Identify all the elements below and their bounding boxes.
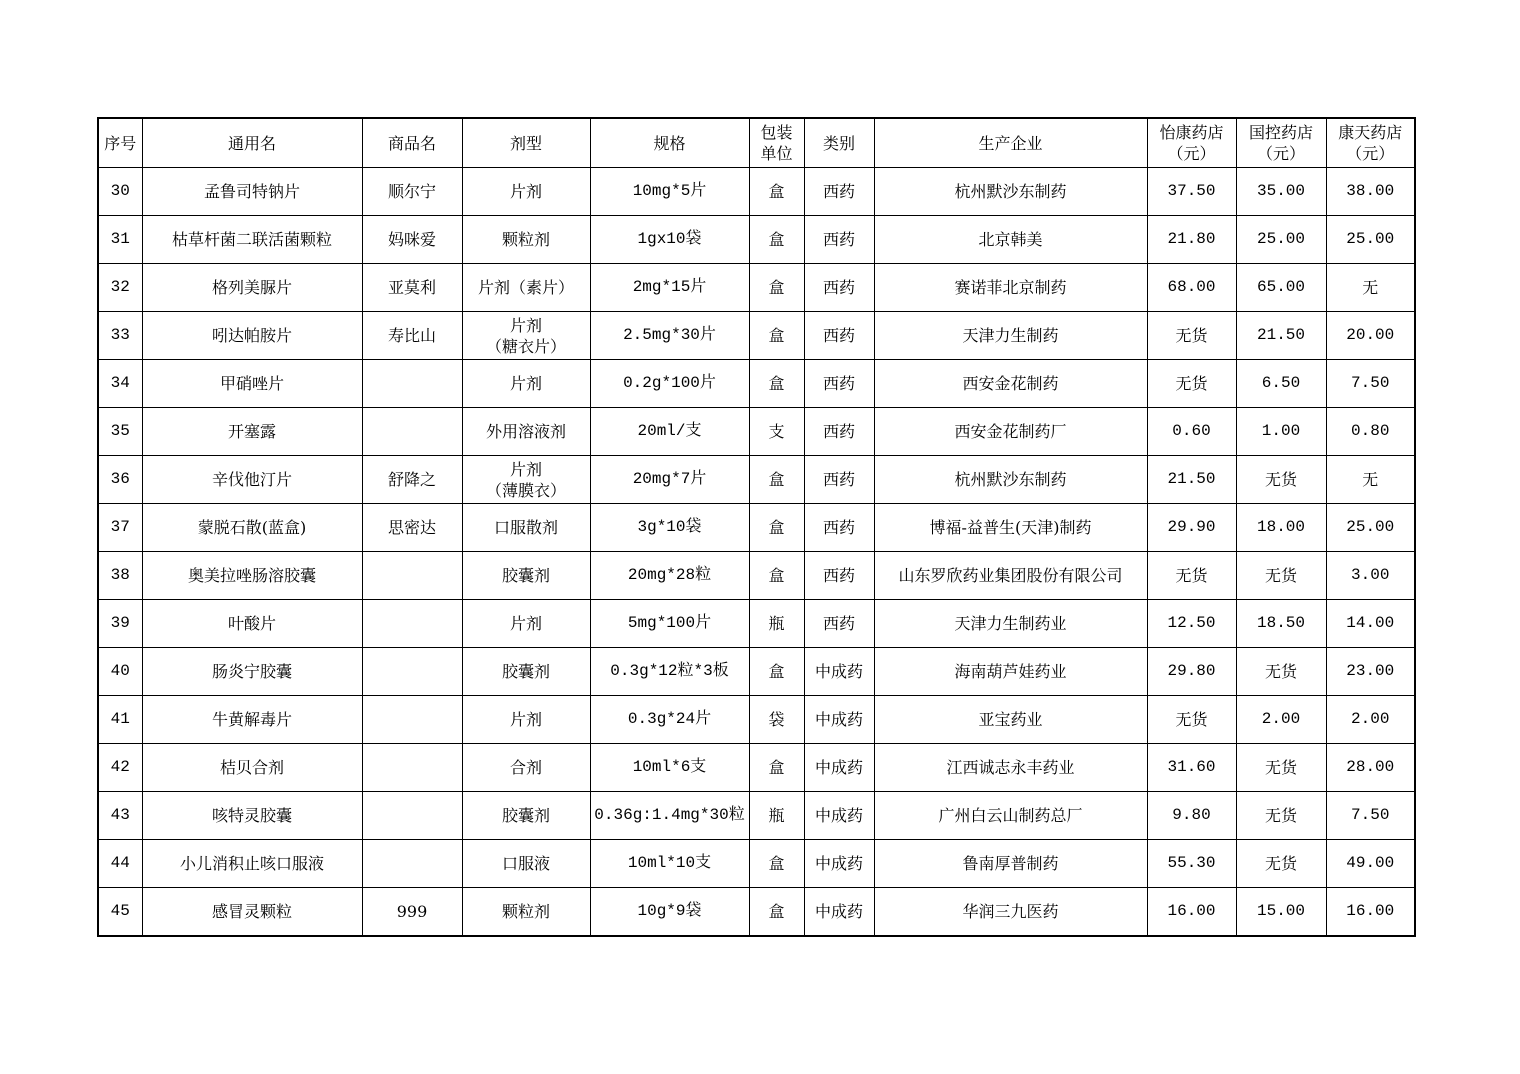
cell-price-kangtian: 14.00 xyxy=(1326,600,1415,648)
header-store-yikang: 怡康药店 （元） xyxy=(1147,118,1236,168)
cell-price-guokong: 无货 xyxy=(1236,648,1326,696)
cell-specification: 10ml*10支 xyxy=(590,840,749,888)
cell-seq: 44 xyxy=(98,840,142,888)
cell-generic-name: 桔贝合剂 xyxy=(142,744,362,792)
cell-brand-name: 妈咪爱 xyxy=(362,216,462,264)
cell-brand-name xyxy=(362,792,462,840)
cell-price-yikang: 68.00 xyxy=(1147,264,1236,312)
cell-category: 西药 xyxy=(804,408,874,456)
cell-manufacturer: 天津力生制药 xyxy=(874,312,1147,360)
cell-package-unit: 盒 xyxy=(749,216,804,264)
cell-package-unit: 盒 xyxy=(749,168,804,216)
table-row xyxy=(98,744,1415,792)
cell-category: 西药 xyxy=(804,264,874,312)
header-store-kangtian: 康天药店 （元） xyxy=(1326,118,1415,168)
cell-brand-name: 顺尔宁 xyxy=(362,168,462,216)
cell-package-unit: 盒 xyxy=(749,312,804,360)
cell-price-guokong: 18.50 xyxy=(1236,600,1326,648)
table-row xyxy=(98,264,1415,312)
cell-dosage-form: 口服液 xyxy=(462,840,590,888)
cell-category: 中成药 xyxy=(804,648,874,696)
cell-seq: 38 xyxy=(98,552,142,600)
cell-price-guokong: 无货 xyxy=(1236,840,1326,888)
table-row xyxy=(98,888,1415,937)
cell-generic-name: 枯草杆菌二联活菌颗粒 xyxy=(142,216,362,264)
table-row xyxy=(98,696,1415,744)
cell-price-yikang: 21.50 xyxy=(1147,456,1236,504)
cell-generic-name: 咳特灵胶囊 xyxy=(142,792,362,840)
cell-manufacturer: 杭州默沙东制药 xyxy=(874,456,1147,504)
cell-dosage-form: 胶囊剂 xyxy=(462,552,590,600)
cell-specification: 5mg*100片 xyxy=(590,600,749,648)
cell-price-yikang: 31.60 xyxy=(1147,744,1236,792)
cell-specification: 0.3g*24片 xyxy=(590,696,749,744)
cell-price-yikang: 29.90 xyxy=(1147,504,1236,552)
cell-category: 西药 xyxy=(804,312,874,360)
cell-generic-name: 牛黄解毒片 xyxy=(142,696,362,744)
cell-package-unit: 盒 xyxy=(749,648,804,696)
cell-price-yikang: 无货 xyxy=(1147,360,1236,408)
cell-specification: 10mg*5片 xyxy=(590,168,749,216)
cell-specification: 10g*9袋 xyxy=(590,888,749,937)
cell-brand-name xyxy=(362,552,462,600)
cell-price-kangtian: 无 xyxy=(1326,264,1415,312)
table-row xyxy=(98,360,1415,408)
header-category: 类别 xyxy=(804,118,874,168)
cell-manufacturer: 西安金花制药厂 xyxy=(874,408,1147,456)
cell-price-yikang: 55.30 xyxy=(1147,840,1236,888)
cell-price-kangtian: 16.00 xyxy=(1326,888,1415,937)
header-generic-name: 通用名 xyxy=(142,118,362,168)
cell-package-unit: 盒 xyxy=(749,552,804,600)
cell-dosage-form: 片剂 xyxy=(462,696,590,744)
cell-dosage-form: 颗粒剂 xyxy=(462,888,590,937)
cell-price-kangtian: 7.50 xyxy=(1326,360,1415,408)
cell-seq: 34 xyxy=(98,360,142,408)
cell-category: 中成药 xyxy=(804,888,874,937)
cell-manufacturer: 鲁南厚普制药 xyxy=(874,840,1147,888)
cell-category: 西药 xyxy=(804,504,874,552)
cell-price-guokong: 2.00 xyxy=(1236,696,1326,744)
cell-generic-name: 叶酸片 xyxy=(142,600,362,648)
cell-brand-name xyxy=(362,360,462,408)
table-row xyxy=(98,840,1415,888)
cell-price-yikang: 9.80 xyxy=(1147,792,1236,840)
cell-manufacturer: 华润三九医药 xyxy=(874,888,1147,937)
cell-brand-name: 999 xyxy=(362,888,462,937)
cell-price-kangtian: 38.00 xyxy=(1326,168,1415,216)
cell-category: 中成药 xyxy=(804,696,874,744)
cell-package-unit: 瓶 xyxy=(749,792,804,840)
table-body xyxy=(98,168,1415,937)
cell-specification: 0.36g:1.4mg*30粒 xyxy=(590,792,749,840)
header-row xyxy=(98,118,1415,168)
table-row xyxy=(98,648,1415,696)
cell-manufacturer: 广州白云山制药总厂 xyxy=(874,792,1147,840)
cell-specification: 2mg*15片 xyxy=(590,264,749,312)
cell-package-unit: 盒 xyxy=(749,456,804,504)
cell-brand-name: 亚莫利 xyxy=(362,264,462,312)
cell-price-yikang: 21.80 xyxy=(1147,216,1236,264)
cell-package-unit: 盒 xyxy=(749,744,804,792)
cell-generic-name: 甲硝唑片 xyxy=(142,360,362,408)
cell-category: 中成药 xyxy=(804,792,874,840)
cell-price-kangtian: 2.00 xyxy=(1326,696,1415,744)
cell-category: 中成药 xyxy=(804,744,874,792)
price-table-sheet xyxy=(97,117,1416,937)
cell-generic-name: 吲达帕胺片 xyxy=(142,312,362,360)
cell-package-unit: 盒 xyxy=(749,504,804,552)
cell-price-guokong: 21.50 xyxy=(1236,312,1326,360)
cell-price-guokong: 6.50 xyxy=(1236,360,1326,408)
cell-price-yikang: 无货 xyxy=(1147,312,1236,360)
cell-package-unit: 盒 xyxy=(749,888,804,937)
cell-specification: 20mg*28粒 xyxy=(590,552,749,600)
table-row xyxy=(98,168,1415,216)
cell-price-guokong: 65.00 xyxy=(1236,264,1326,312)
cell-generic-name: 格列美脲片 xyxy=(142,264,362,312)
header-manufacturer: 生产企业 xyxy=(874,118,1147,168)
header-package-unit: 包装 单位 xyxy=(749,118,804,168)
cell-manufacturer: 西安金花制药 xyxy=(874,360,1147,408)
cell-specification: 2.5mg*30片 xyxy=(590,312,749,360)
cell-generic-name: 蒙脱石散(蓝盒) xyxy=(142,504,362,552)
table-row xyxy=(98,600,1415,648)
cell-price-yikang: 37.50 xyxy=(1147,168,1236,216)
cell-seq: 39 xyxy=(98,600,142,648)
cell-price-kangtian: 25.00 xyxy=(1326,216,1415,264)
cell-manufacturer: 杭州默沙东制药 xyxy=(874,168,1147,216)
cell-generic-name: 奥美拉唑肠溶胶囊 xyxy=(142,552,362,600)
cell-category: 西药 xyxy=(804,600,874,648)
cell-price-kangtian: 23.00 xyxy=(1326,648,1415,696)
cell-brand-name xyxy=(362,696,462,744)
cell-seq: 37 xyxy=(98,504,142,552)
cell-brand-name xyxy=(362,408,462,456)
cell-manufacturer: 亚宝药业 xyxy=(874,696,1147,744)
table-row xyxy=(98,408,1415,456)
cell-price-guokong: 无货 xyxy=(1236,792,1326,840)
cell-dosage-form: 片剂 xyxy=(462,360,590,408)
table-row xyxy=(98,456,1415,504)
cell-seq: 41 xyxy=(98,696,142,744)
cell-seq: 36 xyxy=(98,456,142,504)
cell-dosage-form: 胶囊剂 xyxy=(462,792,590,840)
cell-price-guokong: 无货 xyxy=(1236,744,1326,792)
header-specification: 规格 xyxy=(590,118,749,168)
cell-category: 西药 xyxy=(804,216,874,264)
cell-category: 西药 xyxy=(804,552,874,600)
cell-category: 西药 xyxy=(804,456,874,504)
cell-dosage-form: 片剂 xyxy=(462,600,590,648)
cell-price-yikang: 无货 xyxy=(1147,552,1236,600)
cell-specification: 20mg*7片 xyxy=(590,456,749,504)
cell-brand-name: 舒降之 xyxy=(362,456,462,504)
cell-seq: 35 xyxy=(98,408,142,456)
table-row xyxy=(98,312,1415,360)
cell-specification: 3g*10袋 xyxy=(590,504,749,552)
cell-price-yikang: 16.00 xyxy=(1147,888,1236,937)
cell-price-guokong: 25.00 xyxy=(1236,216,1326,264)
cell-price-kangtian: 3.00 xyxy=(1326,552,1415,600)
cell-price-guokong: 15.00 xyxy=(1236,888,1326,937)
cell-manufacturer: 山东罗欣药业集团股份有限公司 xyxy=(874,552,1147,600)
cell-seq: 43 xyxy=(98,792,142,840)
table-row xyxy=(98,216,1415,264)
cell-seq: 40 xyxy=(98,648,142,696)
cell-generic-name: 开塞露 xyxy=(142,408,362,456)
cell-category: 西药 xyxy=(804,168,874,216)
cell-price-guokong: 无货 xyxy=(1236,552,1326,600)
cell-package-unit: 盒 xyxy=(749,360,804,408)
table-row xyxy=(98,552,1415,600)
cell-seq: 30 xyxy=(98,168,142,216)
cell-price-guokong: 18.00 xyxy=(1236,504,1326,552)
header-dosage-form: 剂型 xyxy=(462,118,590,168)
cell-brand-name xyxy=(362,648,462,696)
cell-generic-name: 肠炎宁胶囊 xyxy=(142,648,362,696)
cell-package-unit: 支 xyxy=(749,408,804,456)
table-row xyxy=(98,504,1415,552)
cell-price-yikang: 12.50 xyxy=(1147,600,1236,648)
cell-price-yikang: 29.80 xyxy=(1147,648,1236,696)
table-row xyxy=(98,792,1415,840)
cell-manufacturer: 博福-益普生(天津)制药 xyxy=(874,504,1147,552)
cell-dosage-form: 片剂（素片） xyxy=(462,264,590,312)
cell-package-unit: 袋 xyxy=(749,696,804,744)
cell-price-kangtian: 7.50 xyxy=(1326,792,1415,840)
cell-generic-name: 小儿消积止咳口服液 xyxy=(142,840,362,888)
cell-price-kangtian: 49.00 xyxy=(1326,840,1415,888)
cell-price-guokong: 1.00 xyxy=(1236,408,1326,456)
header-store-guokong: 国控药店 （元） xyxy=(1236,118,1326,168)
cell-package-unit: 盒 xyxy=(749,840,804,888)
cell-price-kangtian: 无 xyxy=(1326,456,1415,504)
cell-seq: 32 xyxy=(98,264,142,312)
cell-generic-name: 辛伐他汀片 xyxy=(142,456,362,504)
cell-seq: 42 xyxy=(98,744,142,792)
cell-package-unit: 瓶 xyxy=(749,600,804,648)
cell-price-guokong: 35.00 xyxy=(1236,168,1326,216)
cell-generic-name: 感冒灵颗粒 xyxy=(142,888,362,937)
cell-generic-name: 孟鲁司特钠片 xyxy=(142,168,362,216)
cell-dosage-form: 颗粒剂 xyxy=(462,216,590,264)
cell-seq: 33 xyxy=(98,312,142,360)
cell-price-guokong: 无货 xyxy=(1236,456,1326,504)
drug-price-table xyxy=(97,117,1416,937)
cell-price-yikang: 0.60 xyxy=(1147,408,1236,456)
cell-price-kangtian: 25.00 xyxy=(1326,504,1415,552)
cell-package-unit: 盒 xyxy=(749,264,804,312)
cell-dosage-form: 胶囊剂 xyxy=(462,648,590,696)
cell-specification: 10ml*6支 xyxy=(590,744,749,792)
cell-manufacturer: 江西诚志永丰药业 xyxy=(874,744,1147,792)
cell-dosage-form: 片剂 （薄膜衣） xyxy=(462,456,590,504)
cell-price-kangtian: 0.80 xyxy=(1326,408,1415,456)
cell-brand-name xyxy=(362,744,462,792)
cell-category: 西药 xyxy=(804,360,874,408)
cell-specification: 1gx10袋 xyxy=(590,216,749,264)
cell-manufacturer: 海南葫芦娃药业 xyxy=(874,648,1147,696)
cell-manufacturer: 北京韩美 xyxy=(874,216,1147,264)
cell-dosage-form: 合剂 xyxy=(462,744,590,792)
cell-price-kangtian: 28.00 xyxy=(1326,744,1415,792)
cell-price-kangtian: 20.00 xyxy=(1326,312,1415,360)
cell-manufacturer: 天津力生制药业 xyxy=(874,600,1147,648)
cell-specification: 0.3g*12粒*3板 xyxy=(590,648,749,696)
cell-seq: 45 xyxy=(98,888,142,937)
cell-dosage-form: 外用溶液剂 xyxy=(462,408,590,456)
cell-category: 中成药 xyxy=(804,840,874,888)
cell-seq: 31 xyxy=(98,216,142,264)
cell-brand-name xyxy=(362,840,462,888)
header-brand-name: 商品名 xyxy=(362,118,462,168)
cell-dosage-form: 口服散剂 xyxy=(462,504,590,552)
cell-manufacturer: 赛诺菲北京制药 xyxy=(874,264,1147,312)
header-seq: 序号 xyxy=(98,118,142,168)
cell-brand-name: 思密达 xyxy=(362,504,462,552)
cell-specification: 20ml/支 xyxy=(590,408,749,456)
cell-brand-name: 寿比山 xyxy=(362,312,462,360)
cell-dosage-form: 片剂 （糖衣片） xyxy=(462,312,590,360)
cell-brand-name xyxy=(362,600,462,648)
cell-price-yikang: 无货 xyxy=(1147,696,1236,744)
cell-specification: 0.2g*100片 xyxy=(590,360,749,408)
cell-dosage-form: 片剂 xyxy=(462,168,590,216)
